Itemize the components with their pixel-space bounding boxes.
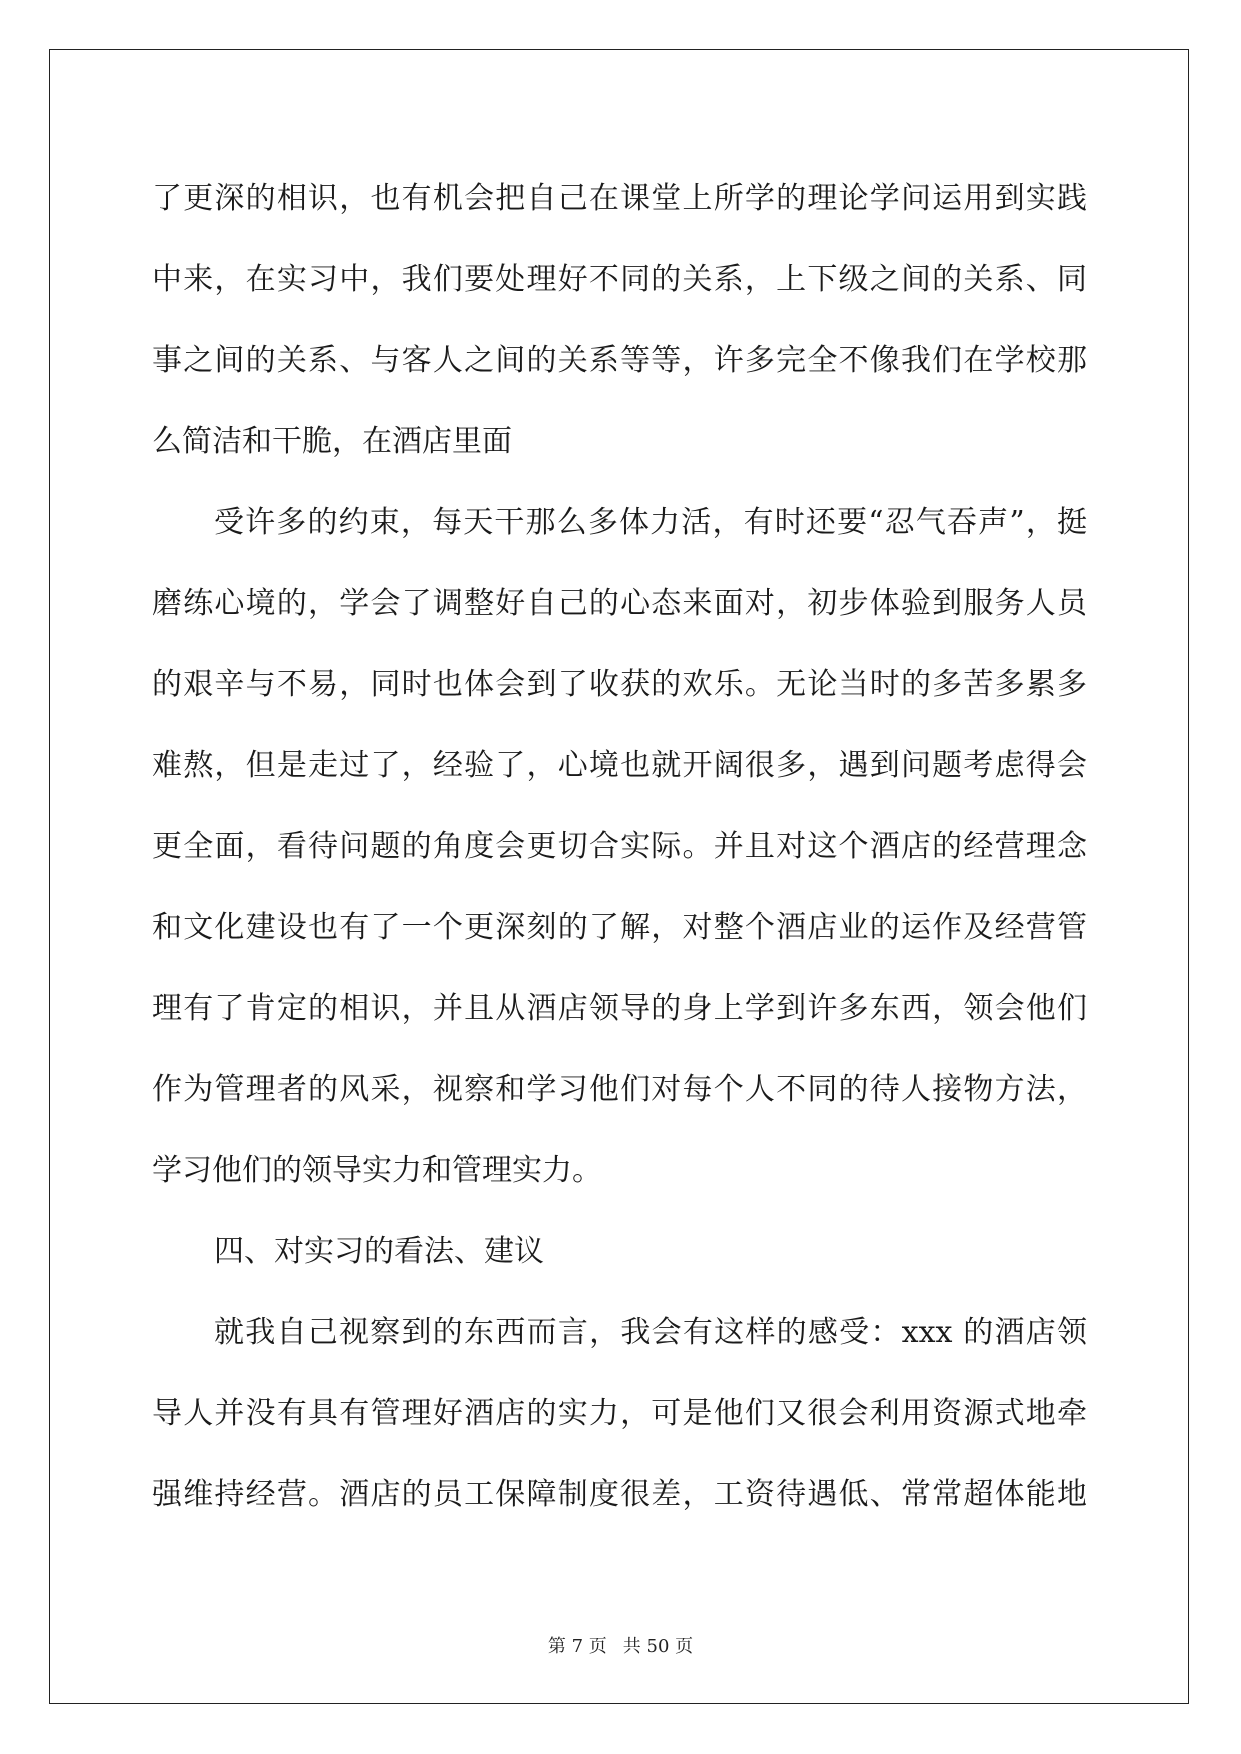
text-line: 受许多的约束，每天干那么多体力活，有时还要“忍气吞声”，挺 bbox=[214, 505, 1087, 540]
text-line: 导人并没有具有管理好酒店的实力，可是他们又很会利用资源式地牵 bbox=[152, 1396, 1087, 1431]
text-line: 难熬，但是走过了，经验了，心境也就开阔很多，遇到问题考虑得会 bbox=[152, 748, 1087, 783]
text-line: 事之间的关系、与客人之间的关系等等，许多完全不像我们在学校那 bbox=[152, 343, 1087, 378]
text-line: 四、对实习的看法、建议 bbox=[214, 1234, 544, 1269]
text-line: 和文化建设也有了一个更深刻的了解，对整个酒店业的运作及经营管 bbox=[152, 910, 1087, 945]
text-line: 中来，在实习中，我们要处理好不同的关系，上下级之间的关系、同 bbox=[152, 262, 1087, 297]
text-line: 强维持经营。酒店的员工保障制度很差，工资待遇低、常常超体能地 bbox=[152, 1477, 1087, 1512]
text-line: 了更深的相识，也有机会把自己在课堂上所学的理论学问运用到实践 bbox=[152, 181, 1087, 216]
text-line: 理有了肯定的相识，并且从酒店领导的身上学到许多东西，领会他们 bbox=[152, 991, 1087, 1026]
page-total: 共 50 页 bbox=[622, 1636, 694, 1657]
text-line: 的艰辛与不易，同时也体会到了收获的欢乐。无论当时的多苦多累多 bbox=[152, 667, 1087, 702]
text-line: 更全面，看待问题的角度会更切合实际。并且对这个酒店的经营理念 bbox=[152, 829, 1087, 864]
document-body bbox=[152, 158, 1087, 1535]
text-line: 么简洁和干脆，在酒店里面 bbox=[152, 424, 512, 459]
text-line: 作为管理者的风采，视察和学习他们对每个人不同的待人接物方法， bbox=[152, 1072, 1087, 1107]
page-number: 第 7 页 bbox=[547, 1636, 607, 1657]
text-line: 磨练心境的，学会了调整好自己的心态来面对，初步体验到服务人员 bbox=[152, 586, 1087, 621]
text-line: 学习他们的领导实力和管理实力。 bbox=[152, 1153, 602, 1188]
text-line: 就我自己视察到的东西而言，我会有这样的感受：xxx 的酒店领 bbox=[214, 1315, 1087, 1350]
page-footer bbox=[0, 1632, 1241, 1658]
